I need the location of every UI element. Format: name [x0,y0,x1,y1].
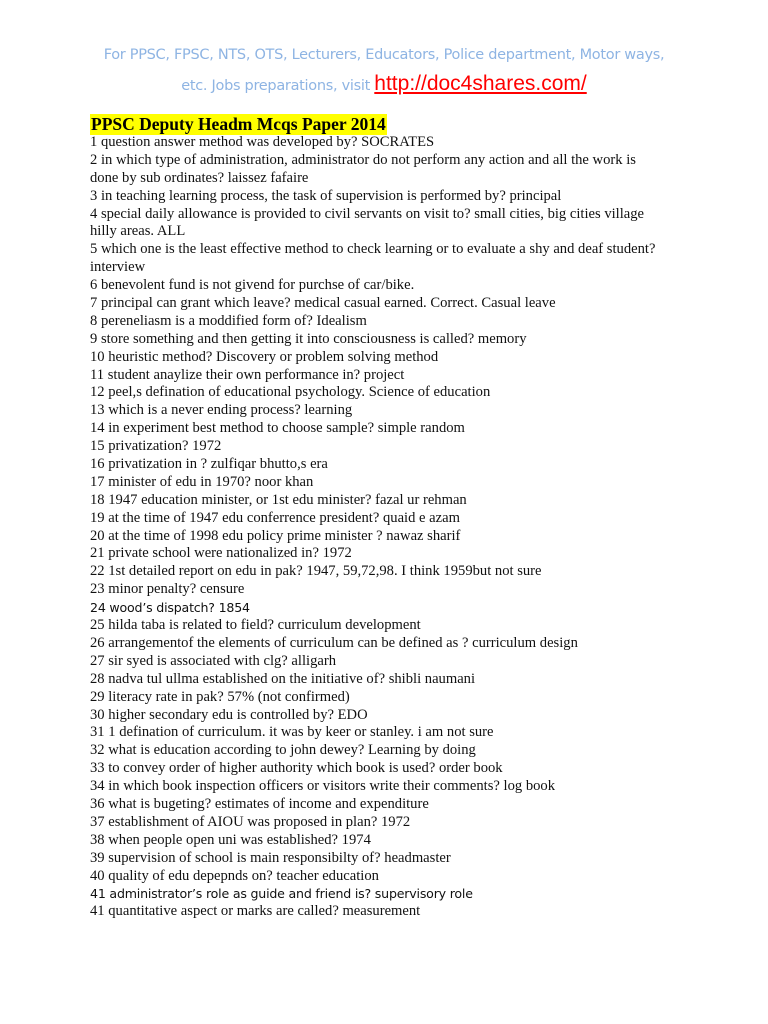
mcq-line: 1 question answer method was developed by? SOCRATES [90,134,435,150]
mcq-line: 3 in teaching learning process, the task of supervision is performed by? principal [90,187,562,204]
mcq-line: 37 establishment of AIOU was proposed in plan? 1972 [90,813,411,830]
mcq-line: 26 arrangementof the elements of curriculum can be defined as ? curriculum design [90,634,578,651]
mcq-line: 21 private school were nationalized in? 1972 [90,545,352,562]
mcq-line: 18 1947 education minister, or 1st edu minister? fazal ur rehman [90,491,467,508]
mcq-line: 5 which one is the least effective method to check learning or to evaluate a shy and deaf student? [90,241,656,258]
mcq-line: 12 peel,s defination of educational psychology. Science of education [90,384,491,401]
promo-line-1: For PPSC, FPSC, NTS, OTS, Lecturers, Educators, Police department, Motor ways, [103,47,665,63]
mcq-line: 30 higher secondary edu is controlled by? EDO [90,706,368,723]
mcq-line: 32 what is education according to john dewey? Learning by doing [90,742,476,759]
mcq-line: interview [90,259,146,276]
document-title: PPSC Deputy Headm Mcqs Paper 2014 [91,114,386,134]
mcq-line: 31 1 defination of curriculum. it was by keer or stanley. i am not sure [90,724,494,741]
mcq-line: 41 quantitative aspect or marks are called? measurement [90,903,421,920]
mcq-line: 14 in experiment best method to choose sample? simple random [90,420,465,437]
mcq-line: 22 1st detailed report on edu in pak? 1947, 59,72,98. I think 1959but not sure [90,563,542,580]
mcq-line: 19 at the time of 1947 edu conferrence president? quaid e azam [90,509,460,526]
mcq-line: 41 administrator’s role as guide and friend is? supervisory role [90,886,473,902]
promo-line-2 [0,72,768,96]
mcq-line: 17 minister of edu in 1970? noor khan [90,473,314,490]
mcq-line: 13 which is a never ending process? learning [90,402,353,419]
mcq-line: 4 special daily allowance is provided to civil servants on visit to? small cities, big cities village [90,205,645,222]
mcq-line: hilly areas. ALL [90,223,186,240]
mcq-line: 36 what is bugeting? estimates of income and expenditure [90,795,429,812]
mcq-line: 8 pereneliasm is a moddified form of? Idealism [90,312,367,329]
mcq-line: 20 at the time of 1998 edu policy prime minister ? nawaz sharif [90,527,461,544]
mcq-line: 38 when people open uni was established? 1974 [90,831,371,848]
mcq-line: 9 store something and then getting it into consciousness is called? memory [90,330,527,347]
mcq-line: done by sub ordinates? laissez fafaire [90,169,309,186]
mcq-line: 23 minor penalty? censure [90,581,245,598]
promo-text: etc. Jobs preparations, visit [181,78,375,94]
mcq-line: 39 supervision of school is main responsibilty of? headmaster [90,849,451,866]
mcq-line: 6 benevolent fund is not givend for purchse of car/bike. [90,277,415,294]
mcq-line: 7 principal can grant which leave? medical casual earned. Correct. Casual leave [90,295,556,312]
site-link[interactable]: http://doc4shares.com/ [374,72,587,95]
mcq-line: 10 heuristic method? Discovery or problem solving method [90,348,439,365]
mcq-line: 28 nadva tul ullma established on the initiative of? shibli naumani [90,670,476,687]
mcq-list [90,134,655,921]
mcq-line: 2 in which type of administration, administrator do not perform any action and all the work is [90,151,636,168]
mcq-line: 40 quality of edu depepnds on? teacher education [90,867,379,884]
mcq-line: 27 sir syed is associated with clg? alligarh [90,652,337,669]
mcq-line: 15 privatization? 1972 [90,438,222,455]
mcq-line: 25 hilda taba is related to field? curriculum development [90,617,421,634]
mcq-line: 34 in which book inspection officers or visitors write their comments? log book [90,778,556,795]
mcq-line: 24 wood’s dispatch? 1854 [90,600,250,616]
mcq-line: 29 literacy rate in pak? 57% (not confirmed) [90,688,350,705]
mcq-line: 11 student anaylize their own performance in? project [90,366,405,383]
mcq-line: 16 privatization in ? zulfiqar bhutto,s era [90,456,328,473]
mcq-line: 33 to convey order of higher authority which book is used? order book [90,760,503,777]
